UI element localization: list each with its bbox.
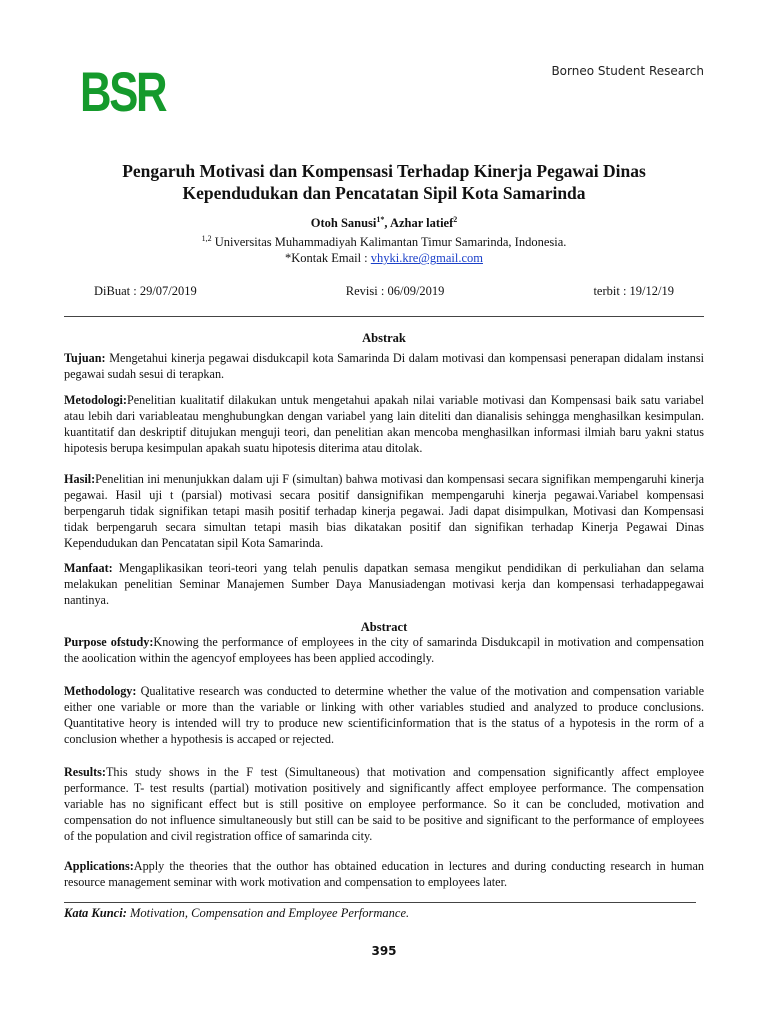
divider-top xyxy=(64,316,704,317)
abstrak-manfaat xyxy=(64,560,704,608)
author-1: Otoh Sanusi xyxy=(310,216,377,231)
metodologi-label: Metodologi: xyxy=(64,393,127,407)
abstract-methodology xyxy=(64,683,704,747)
abstract-results xyxy=(64,764,704,844)
date-published: terbit : 19/12/19 xyxy=(593,284,674,298)
title-line-2: Kependudukan dan Pencatatan Sipil Kota Samarinda xyxy=(182,183,586,203)
author-2: Azhar latief xyxy=(389,216,454,231)
paper-title xyxy=(64,160,704,204)
page-number: 395 xyxy=(371,944,397,958)
abstract-heading: Abstract xyxy=(360,620,408,634)
tujuan-text: Mengetahui kinerja pegawai disdukcapil kota Samarinda Di dalam motivasi dan kompensasi penerapan didalam instansi pegawai sudah sesui di terapkan. xyxy=(64,351,704,381)
author-names xyxy=(64,212,704,231)
contact xyxy=(64,250,704,266)
abstrak-tujuan xyxy=(64,350,704,382)
purpose-text: Knowing the performance of employees in the city of samarinda Disdukcapil in motivation and compensation the aoolication within the agencyof employees has been applied accodingly. xyxy=(64,635,704,665)
manfaat-text: Mengaplikasikan teori-teori yang telah penulis dapatkan semasa mengikut pendidikan di perkuliahan dan selama melakukan penelitian Seminar Manajemen Sumber Daya Manusiadengan motivasi kerja dan kompensasi terhadappegawai nantinya. xyxy=(64,561,704,607)
journal-name: Borneo Student Research xyxy=(551,64,704,78)
affiliation-text: Universitas Muhammadiyah Kalimantan Timur Samarinda, Indonesia. xyxy=(211,235,567,250)
author-1-marker: 1* xyxy=(376,215,385,224)
affiliation-marker: 1,2 xyxy=(201,234,212,244)
date-revised: Revisi : 06/09/2019 xyxy=(345,284,445,298)
journal-logo: BSR xyxy=(80,60,166,123)
hasil-label: Hasil: xyxy=(64,472,96,486)
results-text: This study shows in the F test (Simultaneous) that motivation and compensation significantly affect employee performance. T- test results (partial) motivation positively and significantly affect employee performance. The compensation variable has no significant effect but is still positive on employee performance. So it can be concluded, motivation and compensation do not influence simultaneously but still can be said to be positive and significant to the performance of employees of the population and civil registration office of samarinda city. xyxy=(64,765,704,843)
abstract-applications xyxy=(64,858,704,890)
date-created: DiBuat : 29/07/2019 xyxy=(94,284,197,298)
applications-text: Apply the theories that the outhor has obtained education in lectures and during conducting research in human resource management seminar with work motivation and compensation to employees later. xyxy=(64,859,704,889)
methodology-label: Methodology: xyxy=(64,684,137,698)
author-2-marker: 2 xyxy=(453,215,458,224)
methodology-text: Qualitative research was conducted to determine whether the value of the motivation and compensation variable either one variable or more than the variable or linking with other variables studied and analyzed to produce conclusions. Quantitative heory is intended will try to produce new scientificinformation that is the status of a hypotesis in the rorm of a conclusion whether a hypothesis is accaped or rejected. xyxy=(64,684,704,746)
author-block xyxy=(64,212,704,266)
applications-label: Applications: xyxy=(64,859,134,873)
email-link[interactable]: vhyki.kre@gmail.com xyxy=(370,251,483,266)
metodologi-text: Penelitian kualitatif dilakukan untuk mengetahui apakah nilai variable motivasi dan Kompensasi baik satu variabel atau lebih dari variableatau menghubungkan dengan variabel yang lain diteliti dan dianalisis sehingga menghasilkan kesimpulan. kuantitatif dan deskriptif ditujukan menguji teori, dan penelitian akan mencoba menghasilkan informasi ilmiah baru yakni status hipotesis berupa kesimpulan apakah suatu hipotesis diterima atau ditolak. xyxy=(64,393,704,455)
contact-label: *Kontak Email : xyxy=(285,251,371,266)
manfaat-label: Manfaat: xyxy=(64,561,113,575)
purpose-label: Purpose ofstudy: xyxy=(64,635,154,649)
hasil-text: Penelitian ini menunjukkan dalam uji F (simultan) bahwa motivasi dan kompensasi secara signifikan mempengaruhi kinerja pegawai. Hasil uji t (parsial) motivasi secara positif dansignifikan mempengaruhi kinerja pegawai.Variabel kompensasi berpengaruh tidak signifikan tetapi masih positif terhadap kinerja pegawai. Jadi dapat disimpulkan, Motivasi dan Kompensasi tidak berpengaruh secara simultan tetapi masih bias dikatakan positif dan signifikan terhadap Kinerja Pegawai Dinas Kependudukan dan Pencatatan sipil Kota Samarinda. xyxy=(64,472,704,550)
keywords-label: Kata Kunci: xyxy=(64,906,127,920)
affiliation xyxy=(64,231,704,250)
tujuan-label: Tujuan: xyxy=(64,351,106,365)
author-separator: , xyxy=(384,216,390,231)
divider-bottom xyxy=(64,902,696,903)
abstract-purpose xyxy=(64,634,704,666)
abstrak-hasil xyxy=(64,471,704,551)
abstrak-metodologi xyxy=(64,392,704,456)
keywords-text: Motivation, Compensation and Employee Performance. xyxy=(126,906,410,920)
dates-row xyxy=(64,284,704,299)
results-label: Results: xyxy=(64,765,106,779)
keywords xyxy=(64,906,409,921)
abstrak-heading: Abstrak xyxy=(362,331,406,345)
title-line-1: Pengaruh Motivasi dan Kompensasi Terhadap Kinerja Pegawai Dinas xyxy=(122,161,646,181)
